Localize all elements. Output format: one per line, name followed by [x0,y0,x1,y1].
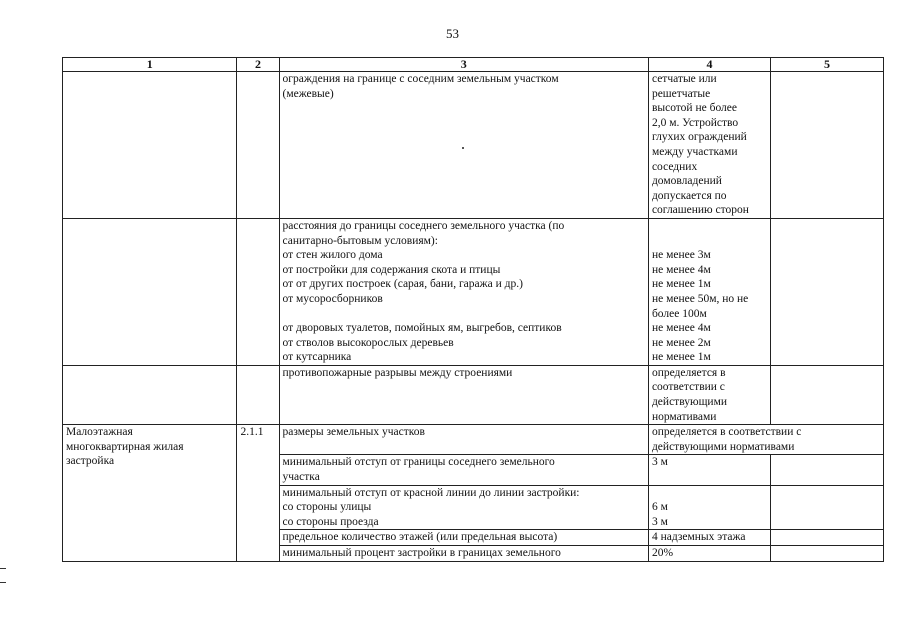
text-line: нормативами [651,410,717,423]
text-line: 20% [651,547,674,559]
column-header: 3 [279,58,648,72]
cell-parameter [279,365,648,424]
text-line: допускается по [651,189,727,202]
text-line: соглашению сторон [651,204,749,217]
cell-zone [63,72,237,219]
table-row [63,365,884,424]
text-line: не менее 4м [651,322,711,335]
text-line: 3 м [651,515,668,528]
cell-value [648,425,883,455]
regulations-table [62,57,884,562]
cell-parameter [279,72,648,219]
cell-note [771,365,884,424]
text-line: предельное количество этажей (или предельная высота) [282,531,558,544]
text-line: действующими [651,396,728,409]
text-line: участка [282,471,320,484]
text-line: минимальный процент застройки в границах земельного [282,547,561,559]
text-line: не менее 50м, но не [651,292,749,305]
cell-value [648,546,770,562]
cell-value [648,72,770,219]
text-line: не менее 3м [651,249,711,262]
text-line: более 100м [651,307,707,320]
text-line: Малоэтажная [66,426,133,439]
column-header: 4 [648,58,770,72]
text-line: 3 м [651,456,668,469]
text-line: размеры земельных участков [282,426,425,439]
text-line: со стороны улицы [282,501,372,514]
text-line: от мусоросборников [282,292,383,305]
text-line: 2,0 м. Устройство [651,116,739,129]
cell-code [237,425,279,561]
cell-parameter [279,530,648,546]
cell-parameter [279,546,648,562]
text-line: решетчатые [651,87,711,100]
cell-value [648,365,770,424]
cell-code [237,365,279,424]
text-line: от стволов высокорослых деревьев [282,336,454,349]
text-line: многоквартирная жилая [66,440,184,453]
cell-zone [63,365,237,424]
cell-note [771,72,884,219]
text-line: высотой не более [651,102,737,115]
text-line: глухих ограждений [651,131,747,144]
text-line: (межевые) [282,87,334,100]
text-line: от дворовых туалетов, помойных ям, выгребов, септиков [282,322,562,335]
blank-line [652,234,767,249]
blank-line [652,486,767,501]
column-header: 1 [63,58,237,72]
cell-parameter [279,485,648,530]
cell-zone [63,218,237,365]
cell-value [648,530,770,546]
text-line: ограждения на границе с соседним земельным участком [282,73,559,85]
blank-line [283,307,645,322]
edge-mark [0,568,6,569]
text-line: не менее 1м [651,278,711,291]
text-line: 2.1.1 [240,426,264,439]
text-line: минимальный отступ от красной линии до линии застройки: [282,486,580,499]
cell-parameter [279,455,648,485]
cell-note [771,546,884,562]
table-row [63,425,884,455]
text-line: от постройки для содержания скота и птицы [282,263,501,276]
text-line: противопожарные разрывы между строениями [282,366,513,379]
cell-code [237,72,279,219]
text-line: не менее 2м [651,336,711,349]
text-line: домовладений [651,175,722,188]
blank-line [652,219,767,234]
cell-note [771,455,884,485]
text-line: минимальный отступ от границы соседнего земельного [282,456,555,469]
cell-value [648,485,770,530]
text-line: расстояния до границы соседнего земельного участка (по [282,219,565,232]
text-line: застройка [66,455,115,468]
cell-zone [63,425,237,561]
text-line: от от других построек (сарая, бани, гаража и др.) [282,278,523,291]
text-line: от кутсарника [282,351,352,364]
text-line: 6 м [651,501,668,514]
text-line: 4 надземных этажа [651,531,746,544]
text-line: определяется в соответствии с [651,426,802,439]
text-line: от стен жилого дома [282,249,383,262]
text-line: между участками [651,145,738,158]
table-row [63,218,884,365]
cell-note [771,530,884,546]
text-line: санитарно-бытовым условиям): [282,234,438,247]
text-line: со стороны проезда [282,515,379,528]
text-line: сетчатые или [651,73,717,85]
cell-parameter [279,218,648,365]
text-line: не менее 1м [651,351,711,364]
cell-note [771,485,884,530]
column-header: 5 [771,58,884,72]
cell-note [771,218,884,365]
cell-value [648,455,770,485]
edge-mark [0,582,6,583]
text-line: соседних [651,160,698,173]
table-header-row [63,58,884,72]
column-header: 2 [237,58,279,72]
text-line: определяется в [651,366,726,379]
page-number: 53 [446,26,459,41]
text-line: не менее 4м [651,263,711,276]
table-row [63,72,884,219]
scan-speck [462,147,464,149]
text-line: соответствии с [651,381,725,394]
cell-value [648,218,770,365]
cell-parameter [279,425,648,455]
text-line: действующими нормативами [651,440,795,453]
cell-code [237,218,279,365]
